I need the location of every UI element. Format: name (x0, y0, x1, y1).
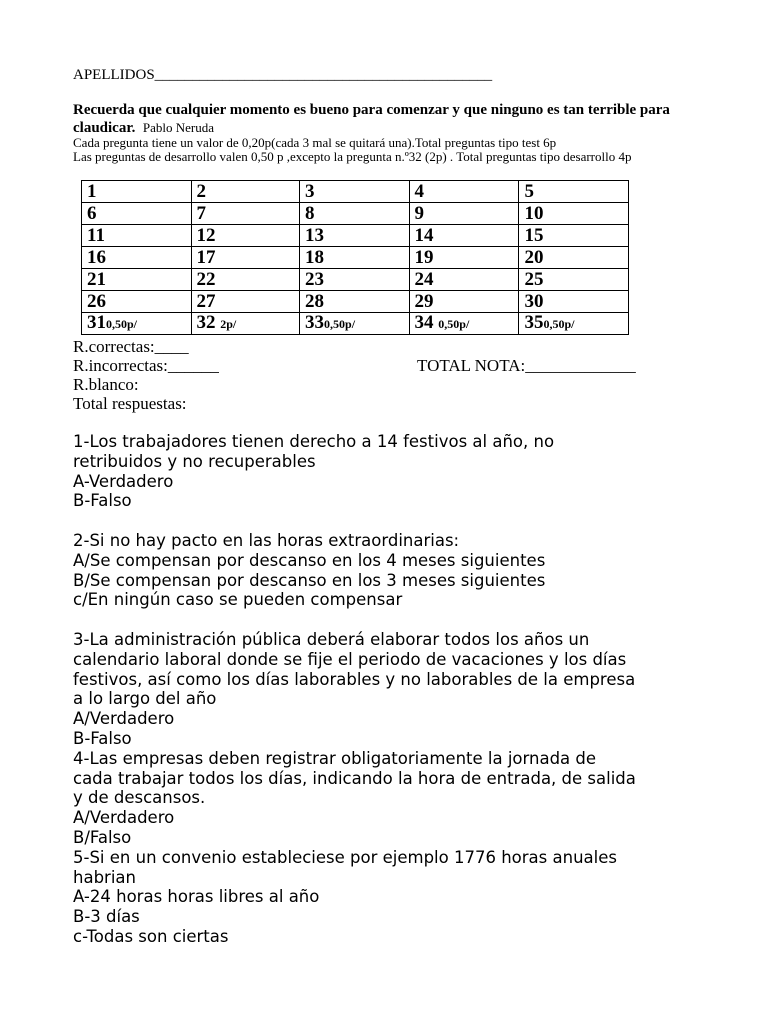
answer-cell[interactable] (409, 203, 519, 225)
grid-row (82, 247, 629, 269)
answer-number: 23 (305, 268, 325, 290)
question-text: 1-Los trabajadores tienen derecho a 14 festivos al año, no (73, 432, 555, 451)
answer-cell[interactable] (409, 225, 519, 247)
question-line: a lo largo del año (73, 689, 217, 709)
answer-cell[interactable] (191, 247, 300, 269)
question-1 (73, 432, 703, 511)
question-line: B-Falso (73, 728, 132, 748)
answer-cell[interactable] (82, 247, 192, 269)
quote-author: Pablo Neruda (142, 120, 214, 135)
answer-number: 4 (414, 180, 425, 202)
answer-number: 25 (524, 268, 544, 290)
answer-number: 32 (196, 312, 221, 333)
incorrectas-field[interactable]: R.incorrectas:______ (73, 356, 219, 375)
apellidos-field[interactable]: APELLIDOS_____________________________________________ (73, 67, 493, 83)
answer-cell[interactable] (82, 291, 192, 313)
question-5 (73, 848, 703, 947)
answer-number: 33 (305, 312, 325, 333)
answer-cell[interactable] (191, 203, 300, 225)
answer-grid (81, 180, 629, 335)
blanco-field[interactable]: R.blanco: (73, 375, 139, 394)
answer-number: 8 (305, 202, 315, 224)
answer-number: 11 (87, 224, 105, 246)
answer-number: 17 (196, 246, 216, 268)
answer-cell[interactable] (409, 247, 519, 269)
answer-number: 20 (524, 246, 544, 268)
answer-cell[interactable] (519, 313, 629, 335)
question-line: A-24 horas horas libres al año (73, 887, 320, 907)
answer-number: 6 (87, 202, 97, 224)
answer-number: 21 (87, 268, 106, 290)
answer-number: 5 (524, 180, 534, 202)
question-line: A/Verdadero (73, 808, 175, 828)
question-text: 2-Si no hay pacto en las horas extraordinarias: (73, 530, 460, 550)
answer-cell[interactable] (409, 291, 519, 313)
correctas-field[interactable]: R.correctas:____ (73, 337, 189, 356)
answer-cell[interactable] (191, 225, 300, 247)
answer-points: 2p/ (220, 317, 237, 331)
question-3 (73, 630, 703, 749)
answer-number: 27 (196, 290, 216, 312)
question-line: c/En ningún caso se pueden compensar (73, 590, 403, 610)
answer-points: 0,50p/ (324, 317, 356, 331)
question-line: c-Todas son ciertas (73, 926, 229, 946)
answer-number: 34 (414, 312, 439, 333)
question-line: B-Falso (73, 491, 132, 511)
answer-cell[interactable] (519, 225, 629, 247)
question-line: cada trabajar todos los días, indicando la hora de entrada, de salida (73, 768, 636, 788)
answer-cell[interactable] (409, 181, 519, 203)
total-respuestas-field[interactable]: Total respuestas: (73, 394, 187, 413)
answer-number: 15 (524, 224, 544, 246)
question-line: y de descansos. (73, 788, 206, 808)
question-line: festivos, así como los días laborables y no laborables de la empresa (73, 669, 636, 689)
total-nota-field[interactable]: TOTAL NOTA:_____________ (417, 356, 636, 375)
answer-number: 26 (87, 290, 106, 312)
question-spacer (73, 511, 703, 531)
answer-cell[interactable] (300, 269, 410, 291)
answer-cell[interactable] (300, 313, 410, 335)
question-line: A/Verdadero (73, 709, 175, 729)
answer-number: 18 (305, 246, 325, 268)
answer-cell[interactable] (409, 269, 519, 291)
answer-number: 14 (414, 224, 434, 246)
grid-row (82, 313, 629, 335)
question-2 (73, 531, 703, 610)
answer-number: 19 (414, 246, 434, 268)
answer-cell[interactable] (191, 313, 300, 335)
answer-number: 1 (87, 180, 97, 202)
answer-number: 24 (414, 268, 434, 290)
answer-cell[interactable] (300, 203, 410, 225)
answer-number: 7 (196, 202, 206, 224)
question-line: retribuidos y no recuperables (73, 451, 316, 471)
answer-cell[interactable] (300, 247, 410, 269)
answer-number: 2 (196, 180, 206, 202)
question-line: A-Verdadero (73, 471, 174, 491)
quote-text: Recuerda que cualquier momento es bueno para comenzar y que ninguno es tan terrible para claudicar. (73, 102, 670, 136)
answer-points: 0,50p/ (106, 317, 138, 331)
answer-cell[interactable] (519, 291, 629, 313)
answer-number: 16 (87, 246, 106, 268)
question-line: habrian (73, 867, 136, 887)
answer-cell[interactable] (82, 181, 192, 203)
grid-row (82, 269, 629, 291)
answer-cell[interactable] (82, 203, 192, 225)
quote (73, 102, 698, 137)
answer-cell[interactable] (300, 181, 410, 203)
answer-cell[interactable] (191, 269, 300, 291)
question-line: A/Se compensan por descanso en los 4 meses siguientes (73, 550, 546, 570)
grid-row (82, 291, 629, 313)
answer-number: 29 (414, 290, 434, 312)
answer-cell[interactable] (82, 225, 192, 247)
note-test: Cada pregunta tiene un valor de 0,20p(cada 3 mal se quitará una).Total preguntas tipo test 6p (73, 135, 557, 150)
answer-cell[interactable] (519, 181, 629, 203)
answer-number: 3 (305, 180, 315, 202)
answer-number: 12 (196, 224, 216, 246)
answer-number: 22 (196, 268, 216, 290)
grid-row (82, 225, 629, 247)
answer-cell[interactable] (519, 269, 629, 291)
answer-number: 31 (87, 312, 106, 333)
answer-number: 28 (305, 290, 325, 312)
question-text: 5-Si en un convenio estableciese por ejemplo 1776 horas anuales (73, 847, 617, 867)
note-desarrollo: Las preguntas de desarrollo valen 0,50 p ,excepto la pregunta n.º32 (2p) . Total preguntas tipo desarrollo 4p (73, 149, 632, 164)
question-line: B/Falso (73, 827, 132, 847)
answer-cell[interactable] (191, 291, 300, 313)
answer-number: 13 (305, 224, 325, 246)
answer-cell[interactable] (519, 203, 629, 225)
answer-cell[interactable] (300, 225, 410, 247)
question-text: 3-La administración pública deberá elaborar todos los años un (73, 629, 590, 649)
questions-list (73, 432, 703, 947)
answer-cell[interactable] (82, 313, 192, 335)
question-4 (73, 749, 703, 848)
answer-number: 35 (524, 312, 544, 333)
answer-points: 0,50p/ (543, 317, 575, 331)
question-spacer (73, 610, 703, 630)
answer-number: 30 (524, 290, 544, 312)
question-text: 4-Las empresas deben registrar obligatoriamente la jornada de (73, 748, 597, 768)
answer-number: 9 (414, 202, 425, 224)
answer-cell[interactable] (191, 181, 300, 203)
grid-row (82, 203, 629, 225)
question-line: calendario laboral donde se fije el periodo de vacaciones y los días (73, 649, 627, 669)
answer-cell[interactable] (519, 247, 629, 269)
question-line: B/Se compensan por descanso en los 3 meses siguientes (73, 570, 546, 590)
grid-row (82, 181, 629, 203)
question-line: B-3 días (73, 907, 140, 927)
answer-points: 0,50p/ (438, 317, 470, 331)
answer-cell[interactable] (82, 269, 192, 291)
answer-cell[interactable] (300, 291, 410, 313)
answer-cell[interactable] (409, 313, 519, 335)
answer-number: 10 (524, 202, 544, 224)
